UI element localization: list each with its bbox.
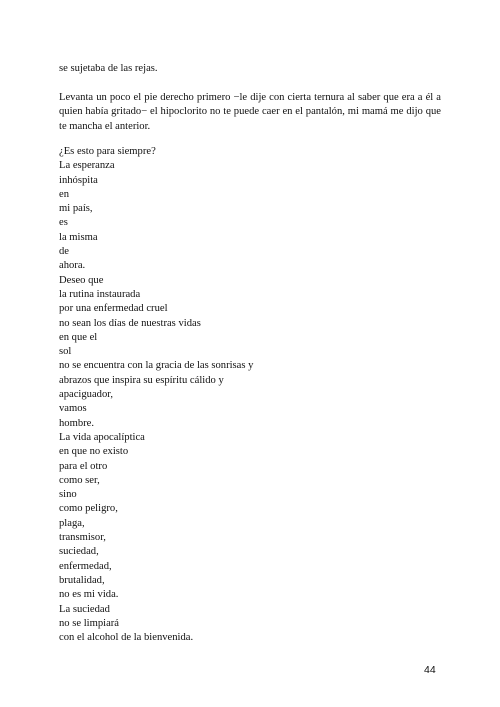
poem-line: no es mi vida. — [59, 589, 119, 601]
poem-line: mi país, — [59, 203, 93, 215]
poem-line: La vida apocalíptica — [59, 431, 145, 443]
poem-line: apaciguador, — [59, 389, 113, 401]
poem-line: no se limpiará — [59, 617, 120, 629]
poem-line: transmisor, — [59, 532, 106, 544]
poem-line: ahora. — [59, 260, 86, 272]
poem — [59, 145, 441, 645]
poem-line: plaga, — [59, 517, 85, 529]
poem-line: inhóspita — [59, 174, 98, 186]
poem-line: hombre. — [59, 417, 95, 429]
poem-line: no sean los días de nuestras vidas — [59, 317, 201, 329]
poem-line: no se encuentra con la gracia de las sonrisas y — [59, 360, 254, 372]
poem-line: ¿Es esto para siempre? — [59, 146, 156, 157]
paragraph-dialogue: Levanta un poco el pie derecho primero −le dije con cierta ternura al saber que era a él a quien había gritado− el hipoclorito no te puede caer en el pantalón, mi mamá me dijo que te mancha el anterior. — [59, 92, 441, 132]
poem-line: suciedad, — [59, 546, 99, 558]
poem-line: en — [59, 188, 69, 200]
poem-line: vamos — [59, 403, 87, 415]
poem-line: de — [59, 246, 69, 258]
poem-line: La esperanza — [59, 160, 115, 172]
poem-line: como peligro, — [59, 503, 118, 515]
paragraph-continuation: se sujetaba de las rejas. — [59, 63, 158, 74]
poem-line: abrazos que inspira su espíritu cálido y — [59, 374, 224, 386]
poem-line: sino — [59, 489, 77, 501]
poem-line: la misma — [59, 231, 98, 243]
poem-line: brutalidad, — [59, 574, 105, 586]
poem-line: es — [59, 217, 68, 229]
poem-line: enfermedad, — [59, 560, 112, 572]
poem-line: La suciedad — [59, 603, 110, 615]
poem-line: en que el — [59, 331, 98, 343]
poem-line: la rutina instaurada — [59, 288, 141, 300]
page-number: 44 — [424, 664, 436, 676]
poem-line: para el otro — [59, 460, 108, 472]
poem-line: en que no existo — [59, 446, 129, 458]
poem-line: con el alcohol de la bienvenida. — [59, 632, 194, 644]
poem-line: como ser, — [59, 474, 100, 486]
poem-line: sol — [59, 346, 72, 358]
poem-line: por una enfermedad cruel — [59, 303, 168, 315]
poem-line: Deseo que — [59, 274, 104, 286]
